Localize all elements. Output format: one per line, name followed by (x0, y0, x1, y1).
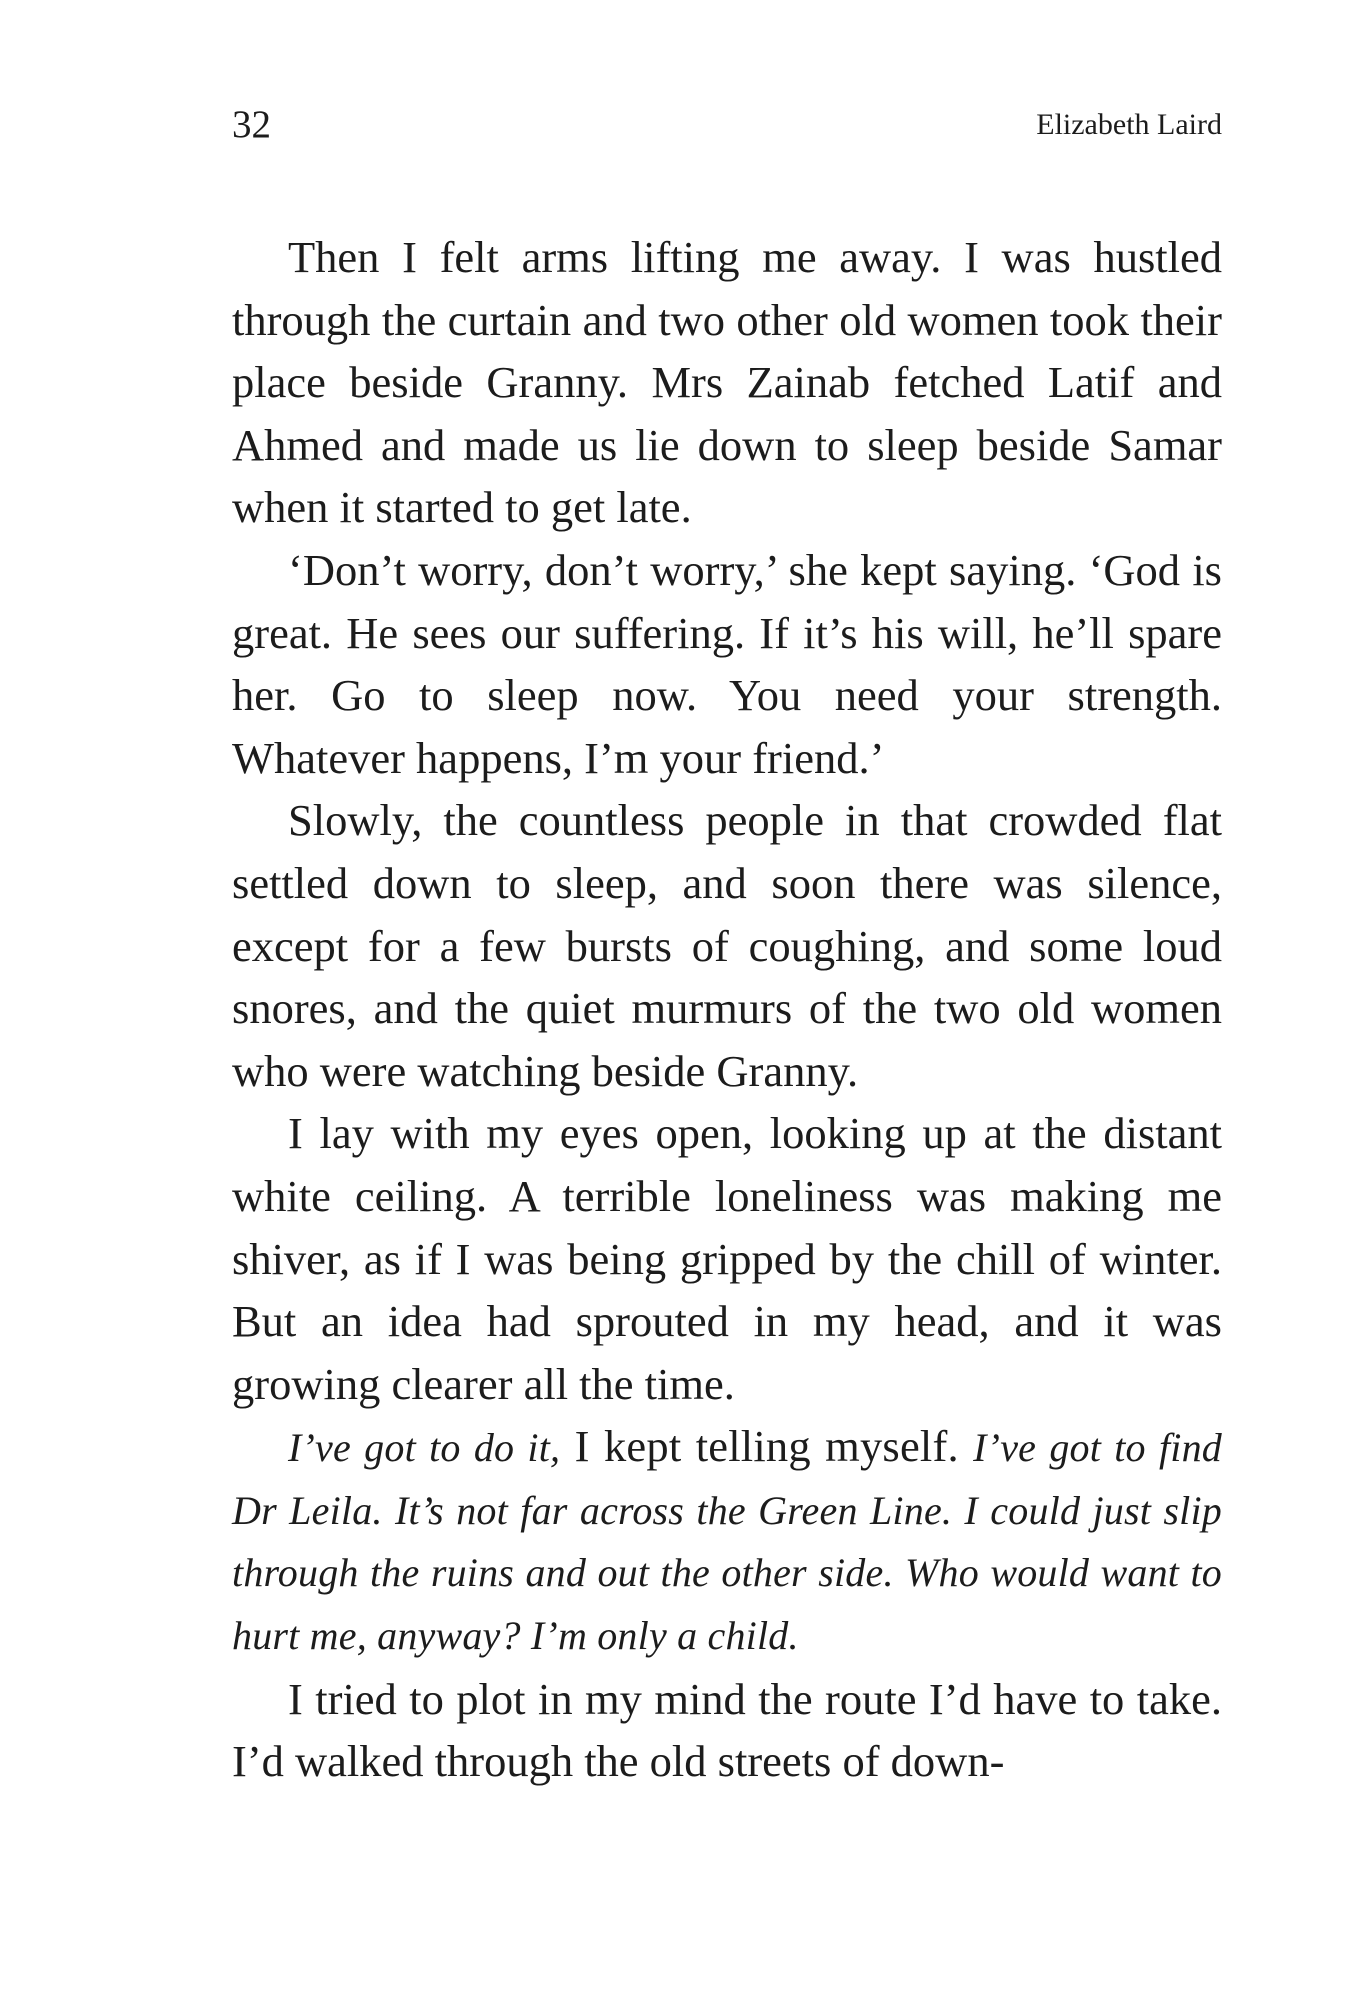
running-head-author: Elizabeth Laird (1036, 108, 1222, 141)
paragraph-3: Slowly, the countless people in that crowded flat settled down to sleep, and soon there was silence, except for a few bursts of coughing, and some loud snores, and the quiet murmurs of the two old women who were watching beside Granny. (232, 795, 1222, 1096)
paragraph-2: ‘Don’t worry, don’t worry,’ she kept saying. ‘God is great. He sees our suffering. If it’s his will, he’ll spare her. Go to sleep now. You need your strength. Whatever happens, I’m your friend.’ (232, 544, 1222, 783)
paragraph-6: I tried to plot in my mind the route I’d have to take. I’d walked through the old streets of down- (232, 1673, 1222, 1787)
paragraph-1: Then I felt arms lifting me away. I was hustled through the curtain and two other old women took their place beside Granny. Mrs Zainab fetched Latif and Ahmed and made us lie down to sleep beside Samar when it started to get late. (232, 232, 1222, 533)
paragraph-4: I lay with my eyes open, looking up at the distant white ceiling. A terrible loneliness was making me shiver, as if I was being gripped by the chill of winter. But an idea had sprouted in my head, and it was growing clearer all the time. (232, 1108, 1222, 1409)
italic-thought-1: I’ve got to do it, (288, 1425, 561, 1471)
paragraph-5-inner-thought (232, 1415, 1222, 1667)
body-text (232, 226, 1222, 1793)
italic-thought-2: I’ve got to find Dr Leila. It’s not far across the Green Line. I could just slip through the ruins and out the other side. Who would want to hurt me, anyway? I’m only a child. (232, 1425, 1223, 1659)
roman-narration: I kept telling myself. (560, 1421, 974, 1472)
page-number: 32 (232, 103, 271, 146)
page-header (232, 100, 1222, 150)
